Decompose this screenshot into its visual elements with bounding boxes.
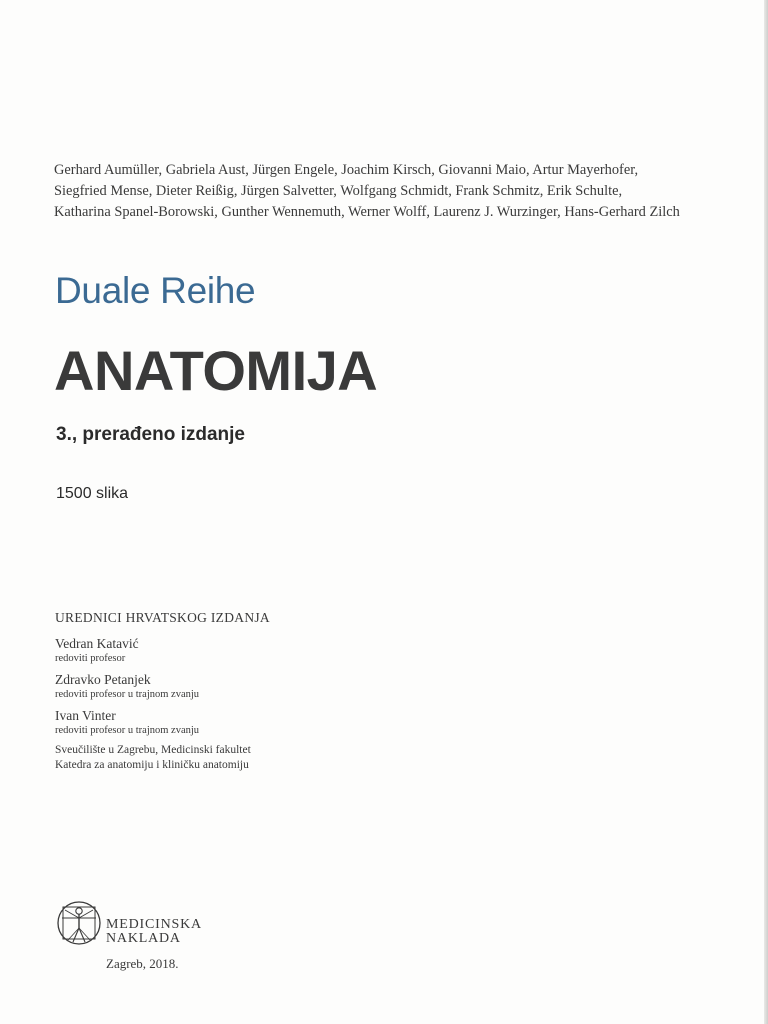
author-line: Katharina Spanel-Borowski, Gunther Wennemuth, Werner Wolff, Laurenz J. Wurzinger, Hans-Gerhard Zilch — [54, 204, 680, 220]
author-list — [54, 160, 734, 223]
image-count: 1500 slika — [56, 485, 129, 502]
editors-section — [55, 610, 270, 773]
editor-role: redoviti profesor u trajnom zvanju — [55, 689, 200, 700]
page-edge — [764, 0, 768, 1024]
editor-role: redoviti profesor — [55, 653, 126, 664]
author-line: Siegfried Mense, Dieter Reißig, Jürgen Salvetter, Wolfgang Schmidt, Frank Schmitz, Erik Schulte, — [54, 183, 623, 199]
editor-entry — [55, 707, 270, 737]
vitruvian-man-icon — [56, 900, 102, 946]
editor-entry — [55, 671, 270, 701]
publisher-city-year: Zagreb, 2018. — [106, 956, 179, 971]
publisher-name-line2: NAKLADA — [106, 931, 181, 946]
publisher-name-line1: MEDICINSKA — [106, 917, 202, 932]
series-title: Duale Reihe — [55, 270, 256, 311]
affiliation-university: Sveučilište u Zagrebu, Medicinski fakultet — [55, 744, 251, 756]
edition-label: 3., prerađeno izdanje — [56, 424, 245, 445]
book-title: ANATOMIJA — [54, 339, 378, 402]
editor-name: Vedran Katavić — [55, 636, 139, 651]
editor-name: Zdravko Petanjek — [55, 672, 151, 687]
affiliation-department: Katedra za anatomiju i kliničku anatomiju — [55, 759, 249, 771]
editor-entry — [55, 635, 270, 665]
editors-heading: UREDNICI HRVATSKOG IZDANJA — [55, 610, 270, 625]
author-line: Gerhard Aumüller, Gabriela Aust, Jürgen Engele, Joachim Kirsch, Giovanni Maio, Artur Mayerhofer, — [54, 162, 639, 178]
editor-name: Ivan Vinter — [55, 708, 116, 723]
publisher-name — [106, 918, 202, 946]
editor-role: redoviti profesor u trajnom zvanju — [55, 725, 200, 736]
